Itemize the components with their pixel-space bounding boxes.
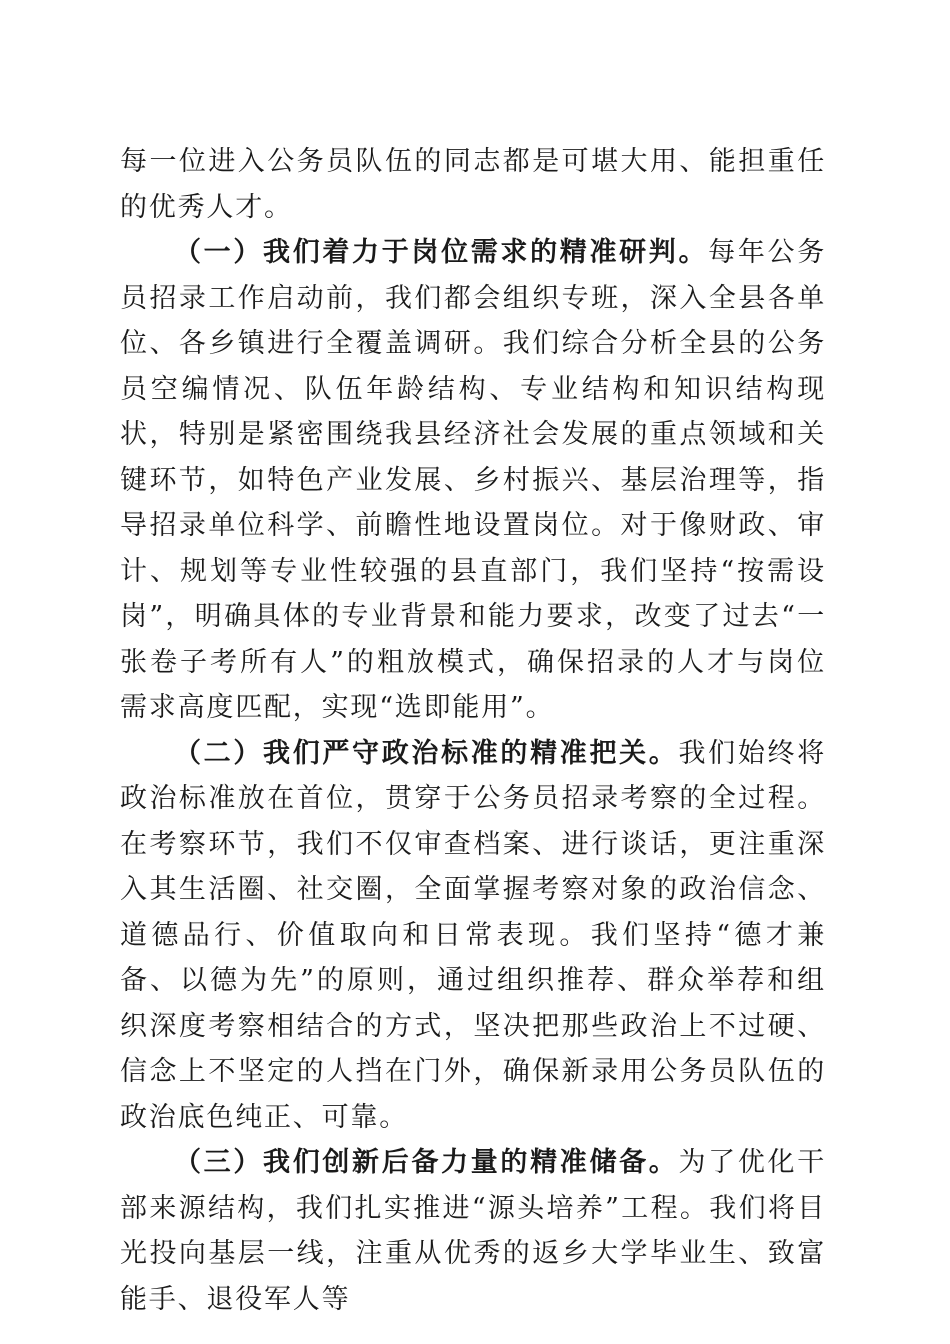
section-heading: （三）我们创新后备力量的精准储备。 bbox=[174, 1147, 679, 1178]
paragraph-body: 为了优化干部来源结构，我们扎实推进“源头培养”工程。我们将目光投向基层一线，注重从优秀的返乡大学毕业生、致富能手、退役军人等 bbox=[120, 1147, 827, 1315]
paragraph-section-3 bbox=[120, 1140, 826, 1322]
section-heading: （二）我们严守政治标准的精准把关。 bbox=[174, 737, 679, 769]
paragraph-section-1 bbox=[120, 230, 826, 731]
paragraph-body: 每一位进入公务员队伍的同志都是可堪大用、能担重任的优秀人才。 bbox=[120, 146, 826, 223]
section-heading: （一）我们着力于岗位需求的精准研判。 bbox=[174, 237, 709, 268]
paragraph-body: 每年公务员招录工作启动前，我们都会组织专班，深入全县各单位、各乡镇进行全覆盖调研。我们综合分析全县的公务员空编情况、队伍年龄结构、专业结构和知识结构现状，特别是紧密围绕我县经济社会发展的重点领域和关键环节，如特色产业发展、乡村振兴、基层治理等，指导招录单位科学、前瞻性地设置岗位。对于像财政、审计、规划等专业性较强的县直部门，我们坚持“按需设岗”，明确具体的专业背景和能力要求，改变了过去“一张卷子考所有人”的粗放模式，确保招录的人才与岗位需求高度匹配，实现“选即能用”。 bbox=[120, 237, 826, 723]
paragraph-section-2 bbox=[120, 731, 826, 1141]
paragraph-intro bbox=[120, 139, 826, 230]
paragraph-body: 我们始终将政治标准放在首位，贯穿于公务员招录考察的全过程。在考察环节，我们不仅审查档案、进行谈话，更注重深入其生活圈、社交圈，全面掌握考察对象的政治信念、道德品行、价值取向和日常表现。我们坚持“德才兼备、以德为先”的原则，通过组织推荐、群众举荐和组织深度考察相结合的方式，坚决把那些政治上不过硬、信念上不坚定的人挡在门外，确保新录用公务员队伍的政治底色纯正、可靠。 bbox=[120, 737, 827, 1133]
document-body bbox=[120, 139, 826, 1322]
